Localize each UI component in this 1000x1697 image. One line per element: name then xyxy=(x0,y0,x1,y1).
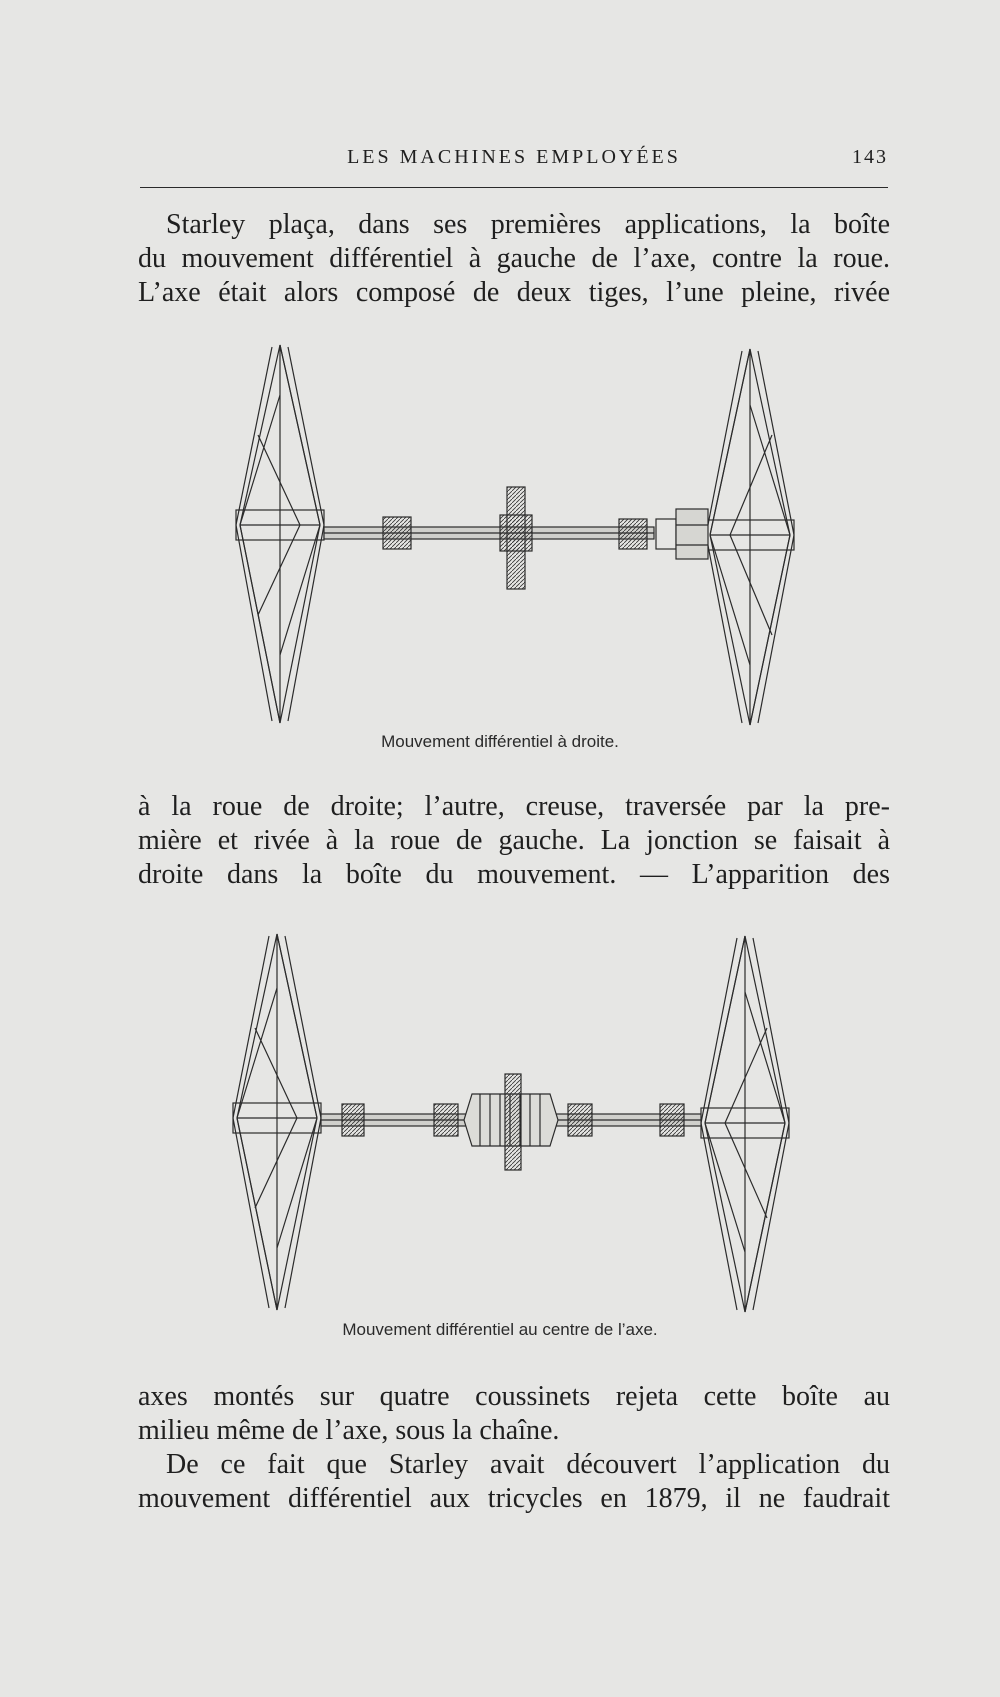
text-line: mière et rivée à la roue de gauche. La jonction se faisait à xyxy=(138,825,890,856)
paragraph-2 xyxy=(138,790,890,892)
figure-caption: Mouvement différentiel au centre de l’axe. xyxy=(342,1320,658,1339)
text-line: axes montés sur quatre coussinets rejeta cette boîte au xyxy=(138,1381,890,1412)
paragraph-4 xyxy=(138,1448,890,1516)
right-wheel xyxy=(701,936,789,1312)
text-line: De ce fait que Starley avait découvert l’application du xyxy=(166,1449,890,1480)
paragraph-3 xyxy=(138,1380,890,1448)
header-rule xyxy=(140,187,888,188)
text-line: du mouvement différentiel à gauche de l’axe, contre la roue. xyxy=(138,243,890,274)
figure-differential-center xyxy=(0,928,1000,1348)
figure-caption: Mouvement différentiel à droite. xyxy=(381,732,619,751)
text-line: Starley plaça, dans ses premières applications, la boîte xyxy=(166,209,890,240)
text-line: L’axe était alors composé de deux tiges, l’une pleine, rivée xyxy=(138,277,890,308)
axle xyxy=(324,487,708,589)
text-line: milieu même de l’axe, sous la chaîne. xyxy=(138,1415,560,1446)
text-line: droite dans la boîte du mouvement. — L’apparition des xyxy=(138,859,890,890)
page-number: 143 xyxy=(852,146,888,168)
left-wheel xyxy=(233,934,321,1310)
axle-illustration xyxy=(0,928,1000,1318)
axle-illustration xyxy=(0,335,1000,735)
text-line: à la roue de droite; l’autre, creuse, traversée par la pre- xyxy=(138,791,890,822)
figure-differential-right xyxy=(0,335,1000,755)
right-wheel xyxy=(706,349,794,725)
text-line: mouvement différentiel aux tricycles en 1879, il ne faudrait xyxy=(138,1483,890,1514)
paragraph-1 xyxy=(138,208,890,310)
running-title: LES MACHINES EMPLOYÉES xyxy=(347,146,681,168)
axle xyxy=(321,1074,701,1170)
left-wheel xyxy=(236,345,324,723)
running-head xyxy=(140,140,888,180)
